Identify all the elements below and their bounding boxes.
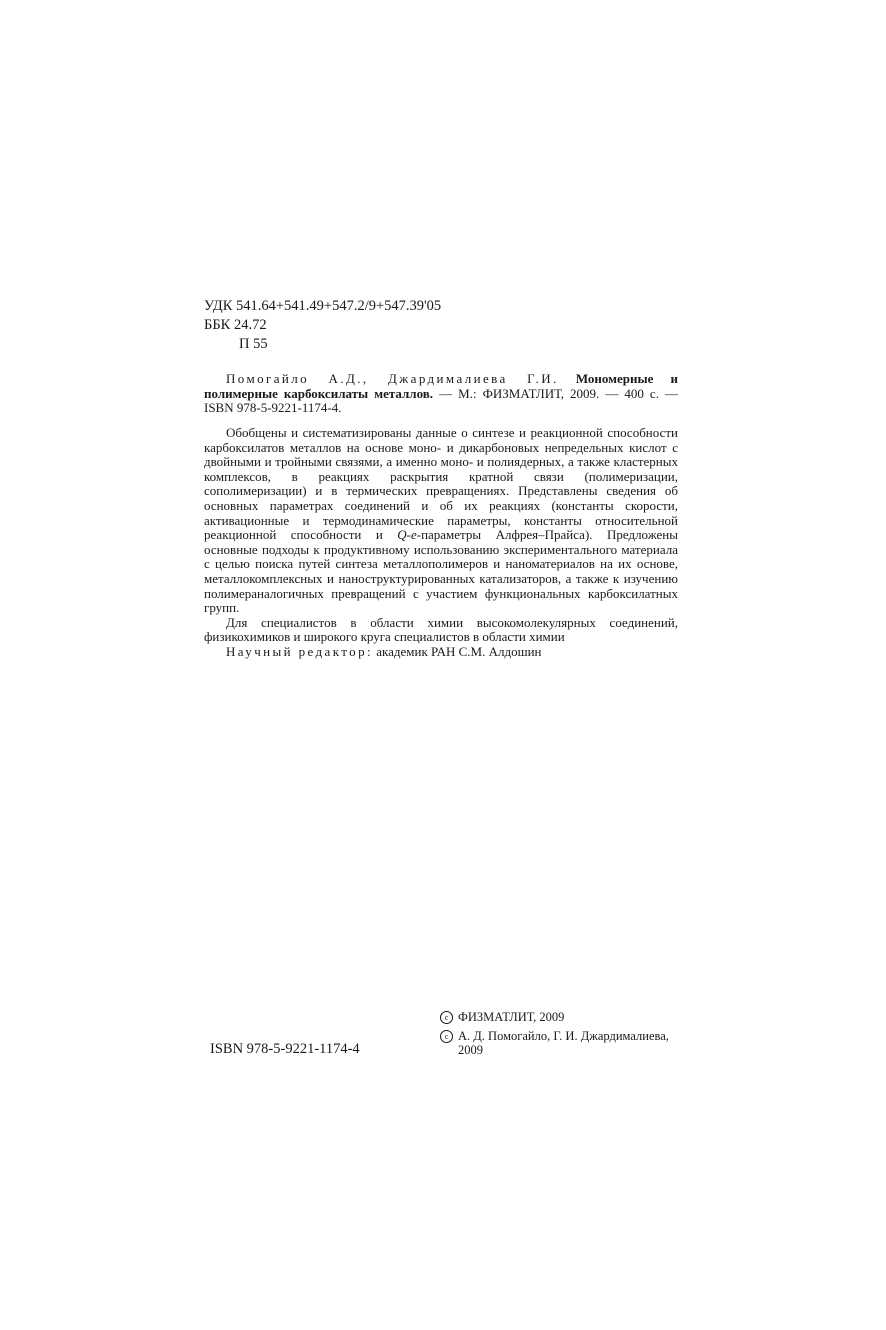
qe-parameter: Q-e	[397, 527, 417, 543]
classification-codes	[204, 297, 441, 354]
abstract-paragraph-2: Для специалистов в области химии высокомолекулярных соединений, физикохимиков и широкого круга специалистов в области химии	[204, 614, 678, 645]
bibliographic-description	[204, 372, 678, 416]
imprint: — М.: ФИЗМАТЛИТ, 2009. — 400 с. — ISBN 978-5-9221-1174-4.	[204, 385, 678, 416]
abstract-paragraph-1	[204, 426, 678, 616]
copyright-icon: c	[440, 1011, 453, 1024]
author-mark: П 55	[239, 336, 268, 352]
editor-label: Научный редактор:	[226, 643, 373, 659]
copyright-authors	[440, 1029, 680, 1057]
abstract-text-part-1: Обобщены и систематизированы данные о синтезе и реакционной способности карбоксилатов металлов на основе моно- и дикарбоновых непредельных кислот с двойными и тройными связями, а именно моно- и полиядерных, а также кластерных комплексов, в реакциях раскрытия кратной связи (полимеризации, сополимеризации) и в термических превращениях. Представлены сведения об основных параметрах соединений и об их реакциях (константы скорости, активационные и термодинамические параметры, константы относительной реакционной способности и	[204, 425, 678, 543]
abstract-text-part-2: -параметры Алфрея–Прайса). Предложены основные подходы к продуктивному использованию экспериментального материала с целью поиска путей синтеза металлополимеров и наноматериалов на их основе, металлокомплексных и наноструктурированных катализаторов, а также к изучению полимераналогичных превращений с участием функциональных карбоксилатных групп.	[204, 527, 679, 616]
authors: Помогайло А.Д., Джардималиева Г.И.	[226, 371, 559, 386]
abstract	[204, 426, 678, 660]
book-title: Мономерные и полимерные карбоксилаты металлов.	[204, 371, 678, 401]
copyright-publisher	[440, 1010, 680, 1024]
editor-name: академик РАН С.М. Алдошин	[376, 643, 542, 659]
isbn: ISBN 978-5-9221-1174-4	[210, 1041, 360, 1057]
bbk-code: ББК 24.72	[204, 317, 267, 333]
bibliographic-paragraph	[204, 372, 678, 416]
copyright-authors-text: А. Д. Помогайло, Г. И. Джардималиева, 2009	[458, 1029, 669, 1057]
scientific-editor	[204, 645, 678, 660]
copyright-block	[440, 1010, 680, 1062]
copyright-icon: c	[440, 1030, 453, 1043]
copyright-publisher-text: ФИЗМАТЛИТ, 2009	[458, 1010, 565, 1024]
udk-code: УДК 541.64+541.49+547.2/9+547.39'05	[204, 298, 442, 314]
